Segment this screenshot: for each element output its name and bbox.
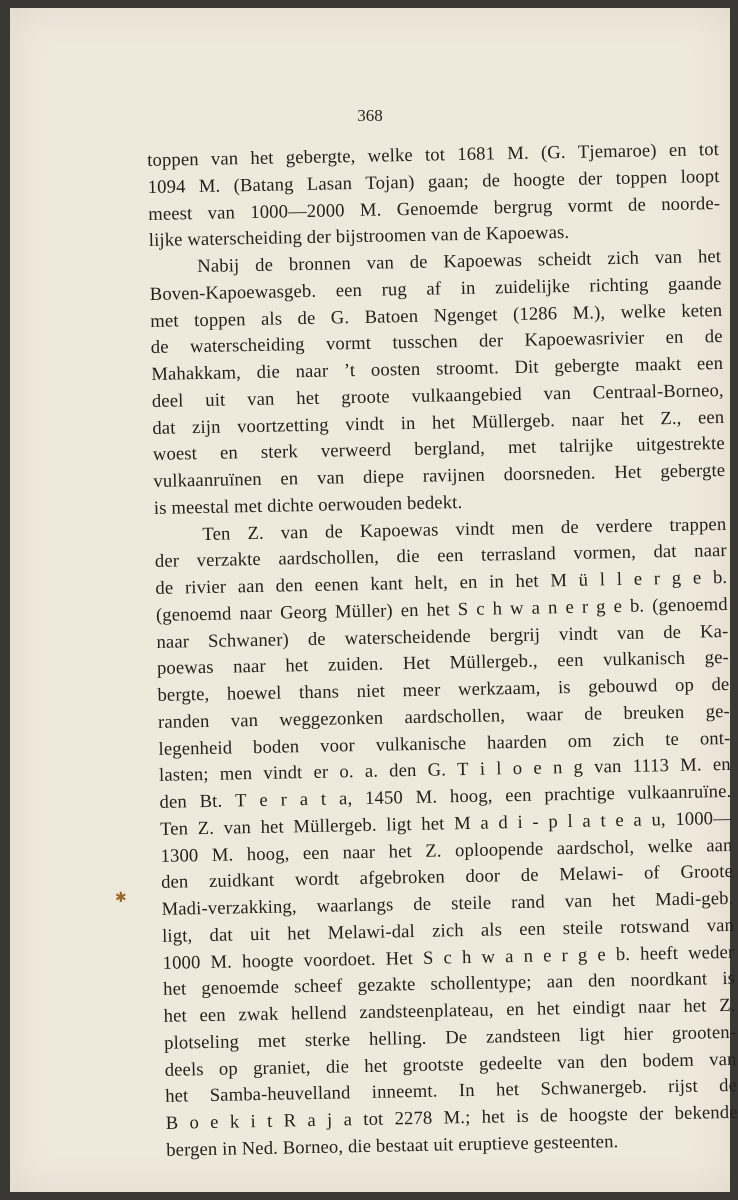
text-line: vulkaanruïnen en van diepe ravijnen doorsneden. Het gebergte [153, 459, 726, 492]
text-line: bergen in Ned. Borneo, die bestaat uit eruptieve gesteenten. [166, 1130, 619, 1161]
text-line: Madi-verzakking, waarlangs de steile rand van het Madi-geb. [161, 887, 734, 920]
text-line: Nabij de bronnen van de Kapoewas scheidt zich van het [197, 246, 722, 278]
text-line: Mahakkam, die naar ’t oosten stroomt. Dit gebergte maakt een [151, 352, 724, 385]
book-page [10, 8, 738, 1192]
text-line: 1300 M. hoog, een naar het Z. oploopende aardschol, welke aan [160, 834, 733, 867]
text-line: poewas naar het zuiden. Het Müllergeb., een vulkanisch ge- [156, 647, 730, 680]
text-line: de waterscheiding vormt tusschen der Kapoewasrivier en de [150, 326, 723, 359]
text-line: deels op graniet, die het grootste gedeelte van den bodem van [164, 1048, 737, 1081]
text-line: bergte, hoewel thans niet meer werkzaam, is gebouwd op de [157, 673, 730, 706]
text-line: ligt, dat uit het Melawi-dal zich als een steile rotswand van [161, 914, 735, 947]
text-line: B o e k i t R a j a tot 2278 M.; het is de hoogste der bekende [165, 1101, 738, 1134]
text-line: lijke waterscheiding der bijstroomen van de Kapoewas. [148, 222, 570, 252]
text-line: deel uit van het groote vulkaangebied van Centraal-Borneo, [151, 379, 724, 412]
text-line: Ten Z. van de Kapoewas vindt men de verdere trappen [202, 513, 727, 545]
text-line: randen van weggezonken aardschollen, waar de breuken ge- [157, 700, 731, 733]
text-line: legenheid boden voor vulkanische haarden om zich te ont- [158, 727, 731, 760]
text-line: (genoemd naar Georg Müller) en het S c h w a n e r g e b. (genoemd [155, 593, 728, 626]
text-line: is meestal met dichte oerwouden bedekt. [153, 491, 463, 519]
text-line: Ten Z. van het Müllergeb. ligt het M a d i - p l a t e a u, 1000— [159, 807, 733, 840]
text-line: lasten; men vindt er o. a. den G. T i l o e n g van 1113 M. en [158, 754, 731, 787]
text-line: der verzakte aardschollen, die een terrasland vormen, dat naar [154, 540, 728, 573]
text-line: naar Schwaner) de waterscheidende bergrij vindt van de Ka- [156, 620, 729, 653]
text-line: plotseling met sterke helling. De zandsteen ligt hier grooten- [163, 1021, 737, 1054]
text-line: het een zwak hellend zandsteenplateau, en het eindigt naar het Z. [163, 994, 736, 1027]
text-line: woest en sterk verweerd bergland, met talrijke uitgestrekte [152, 433, 725, 466]
body-text [147, 137, 738, 1164]
text-line: met toppen als de G. Batoen Ngenget (1286 M.), welke keten [150, 299, 723, 332]
text-line: Boven-Kapoewasgeb. een rug af in zuidelijke richting gaande [149, 272, 722, 305]
text-line: toppen van het gebergte, welke tot 1681 M. (G. Tjemaroe) en tot [147, 139, 720, 171]
page-number: 368 [357, 106, 383, 125]
text-line: dat zijn voortzetting vindt in het Müllergeb. naar het Z., een [152, 406, 725, 439]
text-line: de rivier aan den eenen kant helt, en in het M ü l l e r g e b. [155, 566, 728, 599]
text-line: den Bt. T e r a t a, 1450 M. hoog, een prachtige vulkaanruïne. [159, 780, 732, 813]
text-line: het genoemde scheef gezakte schollentype; aan den noordkant is [162, 968, 736, 1001]
text-line: het Samba-heuvelland inneemt. In het Schwanergeb. rijst de [165, 1075, 738, 1108]
text-line: den zuidkant wordt afgebroken door de Melawi- of Groote [160, 861, 734, 894]
text-line: meest van 1000—2000 M. Genoemde bergrug vormt de noorde- [148, 192, 721, 225]
margin-star-mark: ✱ [115, 890, 127, 906]
text-line: 1094 M. (Batang Lasan Tojan) gaan; de hoogte der toppen loopt [147, 165, 720, 198]
text-line: 1000 M. hoogte voordoet. Het S c h w a n e r g e b. heeft weder [162, 941, 735, 974]
